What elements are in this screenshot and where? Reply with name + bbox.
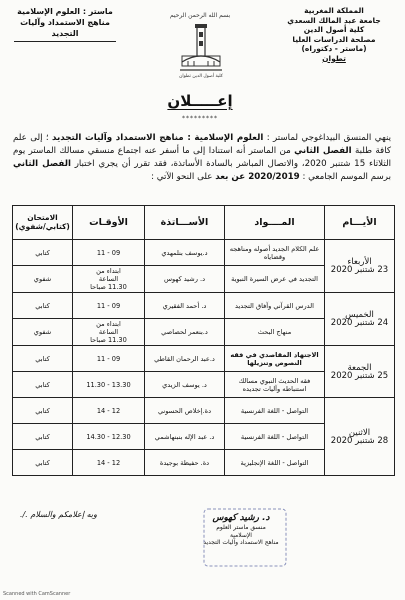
header-line: كلية أصول الدين (303, 25, 365, 34)
master-title: ماستر : العلوم الإسلامية (17, 7, 113, 16)
professor-cell: د.بنعمر لحصاصي (145, 319, 225, 346)
day-cell (325, 398, 395, 476)
institution-header (275, 6, 393, 63)
subject-cell: فقه الحديث النبوي مسالك استنباطه وآليات تجديده (225, 372, 325, 398)
time-line: ابتداء من (96, 267, 121, 275)
exam-type-cell: شفوي (13, 319, 73, 346)
day-name: الجمعة (347, 362, 372, 373)
professor-cell: د.عبد الرحمان القاطي (145, 346, 225, 372)
time-cell: 12 - 14 (73, 450, 145, 476)
time-cell (73, 266, 145, 293)
professor-cell: د. يوسف الزيدي (145, 372, 225, 398)
subject-cell: علم الكلام الجديد أصوله ومناهجه وقضاياه (225, 240, 325, 266)
exam-schedule-table (12, 205, 395, 476)
header-divider (14, 41, 116, 42)
body-text: من الماستر أنه استنادا إلى ما أسفر عنه اجتماع منسقي مسالك الماستر يوم الثلاثاء 15 شتنبر 2020، والاتصال المباشر بالسادة الأساتذة، فقد تقرر أن يجري اختبار (13, 146, 392, 169)
semester-name: الفصل الثاني (294, 146, 352, 156)
day-date: 24 شتنبر 2020 (330, 318, 389, 328)
column-header-professors: الأســـاتذة (145, 206, 225, 240)
table-row (13, 398, 395, 424)
header-line: جامعة عبد المالك السعدي (287, 15, 381, 25)
time-cell: 09 - 11 (73, 240, 145, 266)
subject-cell: التواصل - اللغة الفرنسية (225, 398, 325, 424)
announcement-title: إعـــــلان (167, 92, 233, 110)
subject-cell: التواصل - اللغة الإنجليزية (225, 450, 325, 476)
closing-line: وبه إعلامكم والسلام ./. (20, 510, 97, 519)
time-cell: 13.30 - 11.30 (73, 372, 145, 398)
body-text: على النحو الآتي : (151, 172, 216, 182)
time-line: الساعة (98, 328, 119, 336)
time-cell: 09 - 11 (73, 293, 145, 319)
signatory-role: منسق ماستر العلوم (216, 524, 266, 531)
scanner-watermark: Scanned with CamScanner (3, 591, 71, 597)
day-name: الاثنين (348, 427, 371, 438)
day-cell (325, 346, 395, 398)
signatory-name: د. رشيد كهوس (212, 513, 270, 523)
exam-type-cell: كتابي (13, 346, 73, 372)
column-header-exam-type: الامتحان (كتابي/شفوي) (13, 206, 73, 240)
professor-cell: د. عبد الإله بنبنهاشمي (145, 424, 225, 450)
day-cell (325, 293, 395, 346)
time-cell: 09 - 11 (73, 346, 145, 372)
table-row (13, 346, 395, 372)
column-header-subjects: المــــواد (225, 206, 325, 240)
professor-cell: دة. حفيظة بوجيدة (145, 450, 225, 476)
time-line: ابتداء من (96, 320, 121, 328)
time-line: 11.30 صباحا (90, 336, 127, 344)
header-line: (ماستر - دكتوراه) (301, 44, 367, 53)
time-line: 11.30 صباحا (90, 283, 127, 291)
table-row (13, 293, 395, 319)
basmala: بسم الله الرحمن الرحيم (169, 12, 231, 19)
professor-cell: د. رشيد كهوس (145, 266, 225, 293)
subject-cell: الاجتهاد المقاصدي في فقه النصوص وتنزيلها (225, 346, 325, 372)
signatory-role: مناهج الاستمداد وآليات التجديد (203, 539, 279, 546)
signature-block (196, 513, 286, 547)
header-line: المملكة المغربية (304, 6, 364, 15)
semester-name: الفصل الثاني (13, 159, 71, 169)
column-header-days: الأيـــام (325, 206, 395, 240)
header-line: مصلحة الدراسات العليا (292, 34, 376, 44)
day-name: الخميس (345, 310, 374, 320)
table-row (13, 240, 395, 266)
day-date: 23 شتنبر 2020 (330, 265, 389, 275)
professor-cell: د.يوسف بنلمهدي (145, 240, 225, 266)
subject-cell: منهاج البحث (225, 319, 325, 346)
subject-cell: التواصل - اللغة الفرنسية (225, 424, 325, 450)
exam-type-cell: كتابي (13, 450, 73, 476)
body-text: ينهي المنسق البيداغوجي لماستر : (263, 133, 391, 143)
professor-cell: د. أحمد الفقيري (145, 293, 225, 319)
master-subtitle: مناهج الاستمداد وآليات التجديد (20, 18, 110, 38)
time-cell: 12.30 - 14.30 (73, 424, 145, 450)
master-program-header (6, 6, 124, 42)
day-date: 25 شتنبر 2020 (330, 370, 389, 381)
day-date: 28 شتنبر 2020 (330, 435, 389, 446)
exam-type-cell: كتابي (13, 240, 73, 266)
logo-caption: كلية أصول الدين تطوان (179, 74, 223, 79)
exam-type-cell: كتابي (13, 424, 73, 450)
exam-type-cell: كتابي (13, 398, 73, 424)
signatory-role: الإسلامية (230, 531, 252, 539)
professor-cell: دة.إخلاص الحسوني (145, 398, 225, 424)
title-decoration: ********* (182, 115, 218, 122)
exam-type-cell: كتابي (13, 293, 73, 319)
faculty-logo-icon (176, 22, 226, 74)
day-cell (325, 240, 395, 293)
time-cell: 12 - 14 (73, 398, 145, 424)
announcement-body (13, 132, 391, 184)
day-name: الأربعاء (347, 257, 372, 267)
column-header-times: الأوقـات (73, 206, 145, 240)
time-line: الساعة (98, 275, 119, 283)
exam-type-cell: كتابي (13, 372, 73, 398)
body-text: برسم الموسم الجامعي : (299, 172, 391, 182)
subject-cell: الدرس القرآني وآفاق التجديد (225, 293, 325, 319)
subject-cell: التجديد في عرض السيرة النبوية (225, 266, 325, 293)
body-text: ؛ إلى علم كافة طلبة (13, 133, 391, 156)
table-header-row (13, 206, 395, 240)
exam-type-cell: شفوي (13, 266, 73, 293)
master-name: العلوم الإسلامية : مناهج الاستمداد وآليات التجديد (52, 133, 264, 143)
time-cell (73, 319, 145, 346)
academic-year: 2020/2019 عن بعد (215, 172, 300, 182)
header-line: تطوان (322, 53, 346, 63)
